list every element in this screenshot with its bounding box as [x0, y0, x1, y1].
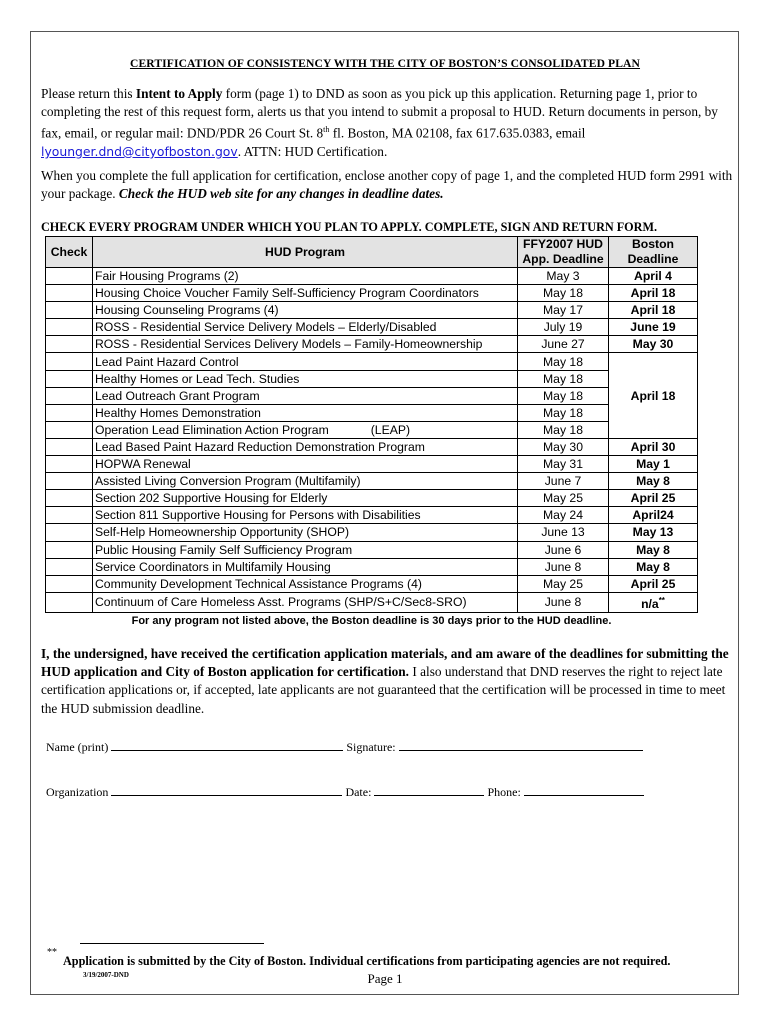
footnote-text: Application is submitted by the City of Boston. Individual certifications from participating agencies are not required.: [63, 954, 671, 968]
program-cell: Lead Paint Hazard Control: [93, 353, 518, 370]
program-cell: Service Coordinators in Multifamily Housing: [93, 558, 518, 575]
boston-deadline-cell: April 30: [609, 438, 698, 455]
program-cell: Section 202 Supportive Housing for Elderly: [93, 490, 518, 507]
boston-deadline-cell: April 18: [609, 302, 698, 319]
program-cell: Healthy Homes Demonstration: [93, 404, 518, 421]
hud-deadline-cell: May 17: [518, 302, 609, 319]
certification-text: I also understand that DND reserves the right to reject late certification applications or, if accepted, late applicants are not guaranteed that the certification will be processed in time to meet the HUD submission deadline.: [41, 664, 726, 716]
intro-text-2: form (page 1) to DND as soon as you pick up this application. Returning page 1, prior to completing the rest of this request form, alerts us that you intend to submit a proposal to HUD. Return documents in person, by fax, email, or regular mail: DND/PDR 26 Court St. 8: [41, 86, 718, 141]
table-row: [46, 353, 698, 370]
date-label: Date:: [345, 785, 372, 799]
boston-deadline-cell: May 8: [609, 473, 698, 490]
check-cell[interactable]: [46, 285, 93, 302]
phone-label: Phone:: [487, 785, 521, 799]
certification-paragraph: [41, 645, 741, 718]
hud-deadline-cell: May 3: [518, 268, 609, 285]
second-italic: Check the HUD web site for any changes in deadline dates.: [118, 186, 444, 202]
boston-deadline-cell: May 13: [609, 524, 698, 541]
check-cell[interactable]: [46, 302, 93, 319]
page-title: CERTIFICATION OF CONSISTENCY WITH THE CITY OF BOSTON’S CONSOLIDATED PLAN: [129, 57, 641, 70]
intro-paragraph: [41, 85, 741, 161]
check-cell[interactable]: [46, 370, 93, 387]
footnote-mark: **: [47, 947, 57, 958]
signature-field[interactable]: [399, 739, 643, 751]
name-label: Name (print): [46, 740, 109, 754]
program-cell: Housing Choice Voucher Family Self-Sufficiency Program Coordinators: [93, 285, 518, 302]
program-cell: ROSS - Residential Service Delivery Models – Elderly/Disabled: [93, 319, 518, 336]
hud-deadline-cell: May 18: [518, 387, 609, 404]
certification-bold: I, the undersigned, have received the certification application materials, and am aware of the deadlines for submitting the HUD application and City of Boston application for certification.: [41, 646, 729, 680]
boston-deadline-cell: May 8: [609, 541, 698, 558]
boston-deadline-cell: n/a**: [609, 592, 698, 612]
intro-text-3: fl. Boston, MA 02108, fax 617.635.0383, email: [329, 125, 586, 141]
boston-deadline-cell: April 18: [609, 285, 698, 302]
table-row: [46, 336, 698, 353]
intro-text-4: . ATTN: HUD Certification.: [237, 144, 388, 160]
hud-program-table: [45, 236, 698, 629]
program-cell: ROSS - Residential Services Delivery Models – Family-Homeownership: [93, 336, 518, 353]
program-cell: Healthy Homes or Lead Tech. Studies: [93, 370, 518, 387]
table-row: [46, 302, 698, 319]
check-cell[interactable]: [46, 524, 93, 541]
boston-deadline-cell: April 25: [609, 575, 698, 592]
check-cell[interactable]: [46, 456, 93, 473]
check-cell[interactable]: [46, 473, 93, 490]
table-row: [46, 438, 698, 455]
intro-text: Please return this: [41, 86, 136, 101]
boston-deadline-cell: May 1: [609, 456, 698, 473]
program-cell: Assisted Living Conversion Program (Multifamily): [93, 473, 518, 490]
boston-deadline-cell: April 25: [609, 490, 698, 507]
table-row: [46, 592, 698, 612]
table-row: [46, 541, 698, 558]
check-cell[interactable]: [46, 353, 93, 370]
table-row: [46, 268, 698, 285]
check-cell[interactable]: [46, 336, 93, 353]
email-link[interactable]: lyounger.dnd@cityofboston.gov: [41, 144, 238, 160]
check-cell[interactable]: [46, 541, 93, 558]
second-paragraph: [41, 167, 741, 203]
hud-deadline-cell: May 25: [518, 575, 609, 592]
table-row: [46, 507, 698, 524]
hud-deadline-cell: May 18: [518, 404, 609, 421]
intro-bold: Intent to Apply: [135, 86, 223, 101]
table-row: [46, 404, 698, 421]
footnote-divider: [80, 943, 264, 944]
table-row: [46, 558, 698, 575]
hud-deadline-cell: June 8: [518, 558, 609, 575]
program-cell: Lead Outreach Grant Program: [93, 387, 518, 404]
check-cell[interactable]: [46, 558, 93, 575]
check-cell[interactable]: [46, 490, 93, 507]
table-row: [46, 285, 698, 302]
hud-deadline-cell: July 19: [518, 319, 609, 336]
date-field[interactable]: [374, 784, 484, 796]
program-cell: Operation Lead Elimination Action Program (LEAP): [93, 421, 518, 438]
table-row: [46, 575, 698, 592]
program-cell: Housing Counseling Programs (4): [93, 302, 518, 319]
check-cell[interactable]: [46, 387, 93, 404]
col-boston-deadline: Boston Deadline: [609, 237, 698, 268]
check-cell[interactable]: [46, 507, 93, 524]
hud-deadline-cell: May 31: [518, 456, 609, 473]
page-number: Page 1: [367, 971, 403, 986]
hud-deadline-cell: June 6: [518, 541, 609, 558]
col-program: HUD Program: [93, 237, 518, 268]
program-cell: Self-Help Homeownership Opportunity (SHOP): [93, 524, 518, 541]
check-cell[interactable]: [46, 575, 93, 592]
name-field[interactable]: [111, 739, 343, 751]
table-row: [46, 421, 698, 438]
program-cell: Lead Based Paint Hazard Reduction Demonstration Program: [93, 438, 518, 455]
check-cell[interactable]: [46, 438, 93, 455]
boston-deadline-cell: April 18: [609, 353, 698, 438]
program-cell: Fair Housing Programs (2): [93, 268, 518, 285]
table-row: [46, 456, 698, 473]
table-row: [46, 319, 698, 336]
hud-deadline-cell: May 18: [518, 421, 609, 438]
program-cell: Section 811 Supportive Housing for Persons with Disabilities: [93, 507, 518, 524]
table-row: [46, 524, 698, 541]
superscript: th: [323, 125, 330, 135]
boston-deadline-cell: June 19: [609, 319, 698, 336]
check-cell[interactable]: [46, 268, 93, 285]
hud-deadline-cell: May 24: [518, 507, 609, 524]
boston-deadline-cell: April24: [609, 507, 698, 524]
table-row: [46, 490, 698, 507]
phone-field[interactable]: [524, 784, 644, 796]
col-hud-deadline: FFY2007 HUD App. Deadline: [518, 237, 609, 268]
table-row: [46, 473, 698, 490]
boston-deadline-cell: May 8: [609, 558, 698, 575]
hud-deadline-cell: May 18: [518, 353, 609, 370]
check-cell[interactable]: [46, 592, 93, 612]
hud-deadline-cell: May 18: [518, 370, 609, 387]
col-check: Check: [46, 237, 93, 268]
program-cell: HOPWA Renewal: [93, 456, 518, 473]
hud-deadline-cell: May 18: [518, 285, 609, 302]
table-row: [46, 387, 698, 404]
organization-label: Organization: [46, 785, 109, 799]
hud-deadline-cell: June 8: [518, 592, 609, 612]
hud-deadline-cell: June 27: [518, 336, 609, 353]
check-cell[interactable]: [46, 319, 93, 336]
instruction-heading: CHECK EVERY PROGRAM UNDER WHICH YOU PLAN TO APPLY. COMPLETE, SIGN AND RETURN FORM.: [41, 220, 657, 234]
hud-deadline-cell: May 30: [518, 438, 609, 455]
signature-label: Signature:: [346, 740, 396, 754]
organization-field[interactable]: [111, 784, 342, 796]
boston-deadline-cell: April 4: [609, 268, 698, 285]
revision-stamp: 3/19/2007-DND: [83, 971, 129, 979]
check-cell[interactable]: [46, 421, 93, 438]
hud-deadline-cell: May 25: [518, 490, 609, 507]
hud-deadline-cell: June 7: [518, 473, 609, 490]
program-cell: Community Development Technical Assistance Programs (4): [93, 575, 518, 592]
program-cell: Public Housing Family Self Sufficiency Program: [93, 541, 518, 558]
organization-date-phone-row: [46, 784, 644, 800]
check-cell[interactable]: [46, 404, 93, 421]
hud-deadline-cell: June 13: [518, 524, 609, 541]
table-note: For any program not listed above, the Boston deadline is 30 days prior to the HUD deadline.: [131, 614, 612, 627]
name-signature-row: [46, 739, 643, 755]
boston-deadline-cell: May 30: [609, 336, 698, 353]
second-text: When you complete the full application for certification, enclose another copy of page 1, and the completed HUD form 2991 with your package.: [41, 168, 733, 202]
table-row: [46, 370, 698, 387]
program-cell: Continuum of Care Homeless Asst. Programs (SHP/S+C/Sec8-SRO): [93, 592, 518, 612]
